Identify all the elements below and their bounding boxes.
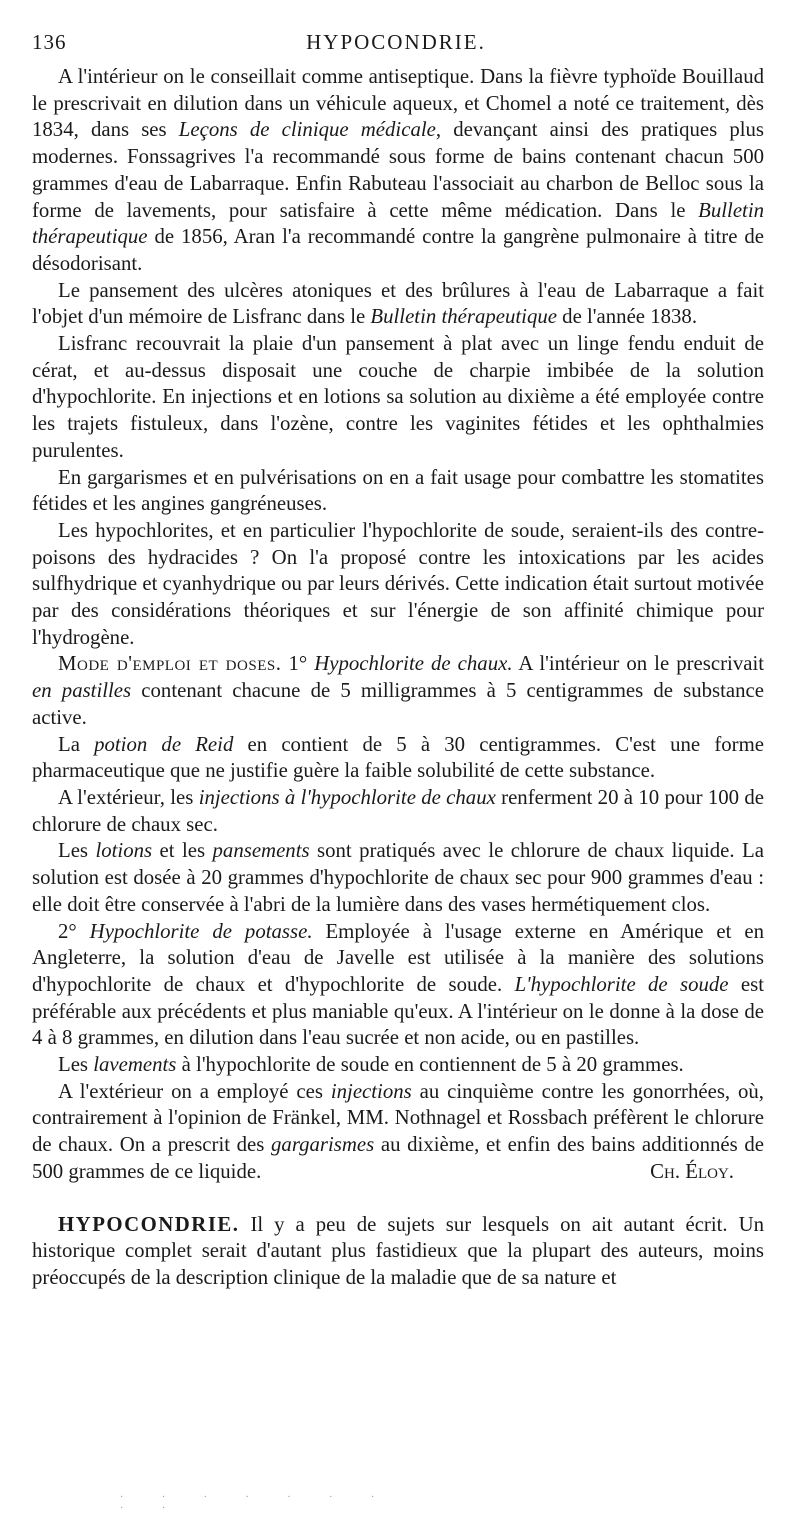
paragraph-11: Les lavements à l'hypochlorite de soude en contiennent de 5 à 20 grammes. [58,1053,684,1077]
scan-artifact-dots: · · · · · · · · · [120,1492,393,1514]
paragraph-6: Mode d'emploi et doses. 1° Hypochlorite de chaux. A l'intérieur on le prescrivait en pastilles contenant chacune de 5 milligrammes à 5 centigrammes de substance active. [32,652,765,729]
page-header [32,30,760,60]
section-heading: Mode d'emploi et doses. [58,652,282,676]
paragraph-1: A l'intérieur on le conseillait comme antiseptique. Dans la fièvre typhoïde Bouillaud le prescrivait en dilution dans un véhicule aqueux, et Chomel a noté ce traitement, dès 1834, dans ses Leçons de clinique médicale, devançant ainsi des pratiques plus modernes. Fonssagrives l'a recommandé sous forme de bains contenant chacun 500 grammes d'eau de Labarraque. Enfin Rabuteau l'associait au charbon de Belloc sous la forme de lavements, pour satisfaire à cette même médication. Dans le Bulletin thérapeutique de 1856, Aran l'a recommandé contre la gangrène pulmonaire à titre de désodorisant. [32,65,765,275]
paragraph-2: Le pansement des ulcères atoniques et des brûlures à l'eau de Labarraque a fait l'objet d'un mémoire de Lisfranc dans le Bulletin thérapeutique de l'année 1838. [32,278,764,329]
paragraph-8: A l'extérieur, les injections à l'hypochlorite de chaux renferment 20 à 10 pour 100 de chlorure de chaux sec. [32,785,765,836]
paragraph-4: En gargarismes et en pulvérisations on en a fait usage pour combattre les stomatites fétides et les angines gangréneuses. [32,465,764,516]
paragraph-7: La potion de Reid en contient de 5 à 30 centigrammes. C'est une forme pharmaceutique que ne justifie guère la faible solubilité de cette substance. [32,732,764,783]
author-signature: Ch. Éloy. [650,1159,734,1183]
paragraph-10: 2° Hypochlorite de potasse. Employée à l'usage externe en Amérique et en Angleterre, la solution d'eau de Javelle est utilisée à la manière des solutions d'hypochlorite de chaux et d'hypochlorite de soude. L'hypochlorite de soude est préférable aux précédents et plus maniable qu'eux. A l'intérieur on le donne à la dose de 4 à 8 grammes, en dilution dans l'eau sucrée et non acide, ou en pastilles. [32,919,764,1050]
page-body [32,64,764,1292]
paragraph-3: Lisfranc recouvrait la plaie d'un pansement à plat avec un linge fendu enduit de cérat, et au-dessus disposait une couche de charpie imbibée de la solution d'hypochlorite. En injections et en lotions sa solution au dixième a été employée contre les trajets fistuleux, dans l'ozène, contre les vaginites fétides et les ophthalmies purulentes. [32,332,764,462]
paragraph-13: HYPOCONDRIE. Il y a peu de sujets sur lesquels on ait autant écrit. Un historique complet serait d'autant plus fastidieux que la plupart des auteurs, moins préoccupés de la description clinique de la maladie que de sa nature et [32,1212,764,1289]
page-number: 136 [32,30,67,54]
paragraph-9: Les lotions et les pansements sont pratiqués avec le chlorure de chaux liquide. La solution est dosée à 20 grammes d'hypochlorite de chaux sec pour 900 grammes d'eau : elle doit être conservée à l'abri de la lumière dans des vases hermétiquement clos. [32,839,764,916]
paragraph-5: Les hypochlorites, et en particulier l'hypochlorite de soude, seraient-ils des contre-poisons des hydracides ? On l'a proposé contre les intoxications par les acides sulfhydrique et cyanhydrique ou par leurs dérivés. Cette indication était surtout motivée par des considérations théoriques et sur l'énergie de son affinité chimique pour l'hydrogène. [32,518,764,649]
paragraph-12: A l'extérieur on a employé ces injections au cinquième contre les gonorrhées, où, contrairement à l'opinion de Fränkel, MM. Nothnagel et Rossbach préfèrent le chlorure de chaux. On a prescrit des gargarismes au dixième, et enfin des bains additionnés de 500 grammes de ce liquide. Ch. Éloy. [32,1079,764,1186]
running-title: HYPOCONDRIE. [306,30,486,54]
entry-heading: HYPOCONDRIE. [58,1212,240,1236]
